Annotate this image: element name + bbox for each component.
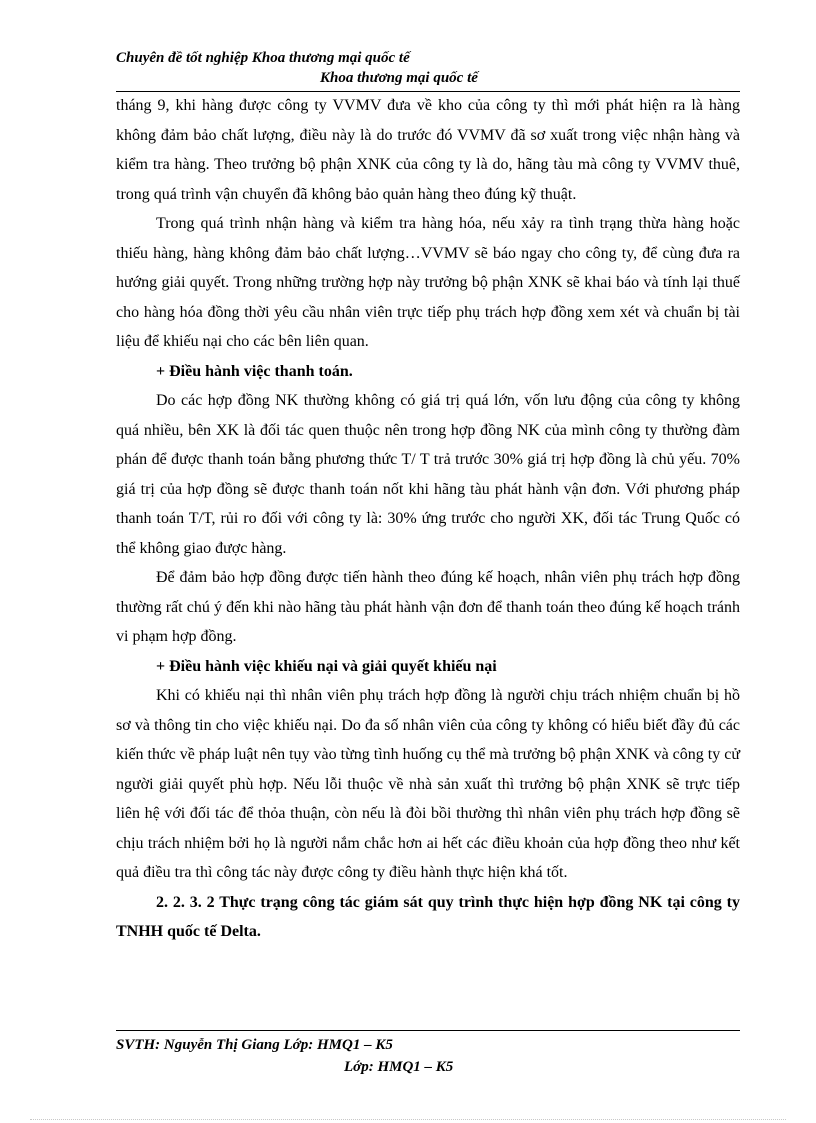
- document-body: [116, 91, 740, 947]
- page-footer: [116, 1034, 740, 1078]
- heading-claims: + Điều hành việc khiếu nại và giải quyết khiếu nại: [156, 657, 497, 675]
- page-edge-divider: [30, 1119, 786, 1120]
- paragraph-continued: tháng 9, khi hàng được công ty VVMV đưa về kho của công ty thì mới phát hiện ra là hàng không đảm bảo chất lượng, điều này là do trước đó VVMV đã sơ xuất trong việc nhận hàng và kiểm tra hàng. Theo trưởng bộ phận XNK của công ty là do, hãng tàu mà công ty VVMV thuê, trong quá trình vận chuyển đã không bảo quản hàng theo đúng kỹ thuật.: [116, 97, 740, 203]
- footer-divider: [116, 1030, 740, 1031]
- footer-class: Lớp: HMQ1 – K5: [344, 1059, 454, 1075]
- section-heading: 2. 2. 3. 2 Thực trạng công tác giám sát quy trình thực hiện hợp đồng NK tại công ty TNHH quốc tế Delta.: [116, 893, 740, 940]
- footer-student: SVTH: Nguyễn Thị Giang Lớp: HMQ1 – K5: [116, 1037, 393, 1053]
- paragraph-payment-plan: Để đảm bảo hợp đồng được tiến hành theo đúng kế hoạch, nhân viên phụ trách hợp đồng thường rất chú ý đến khi nào hãng tàu phát hành vận đơn để thanh toán theo đúng kế hoạch tránh vi phạm hợp đồng.: [116, 569, 740, 645]
- header-subtitle: Khoa thương mại quốc tế: [320, 70, 478, 86]
- paragraph-payment: Do các hợp đồng NK thường không có giá trị quá lớn, vốn lưu động của công ty không quá nhiều, bên XK là đối tác quen thuộc nên trong hợp đồng NK của mình công ty thường đàm phán để được thanh toán bằng phương thức T/ T trả trước 30% giá trị hợp đồng là chủ yếu. 70% giá trị của hợp đồng sẽ được thanh toán nốt khi hãng tàu phát hành vận đơn. Với phương pháp thanh toán T/T, rủi ro đối với công ty là: 30% ứng trước cho người XK, đối tác Trung Quốc có thể không giao được hàng.: [116, 392, 740, 557]
- paragraph-claims: Khi có khiếu nại thì nhân viên phụ trách hợp đồng là người chịu trách nhiệm chuẩn bị hồ sơ và thông tin cho việc khiếu nại. Do đa số nhân viên của công ty không có hiểu biết đầy đủ các kiến thức về pháp luật nên tụy vào từng tình huống cụ thể mà trưởng bộ phận XNK và công ty cử người giải quyết phù hợp. Nếu lỗi thuộc về nhà sản xuất thì trưởng bộ phận XNK sẽ trực tiếp liên hệ với đối tác để thỏa thuận, còn nếu là đòi bồi thường thì nhân viên phụ trách hợp đồng sẽ chịu trách nhiệm bởi họ là người nắm chắc hơn ai hết các điều khoản của hợp đồng theo như kết quả điều tra thì công tác này được công ty điều hành thực hiện khá tốt.: [116, 687, 740, 881]
- page-header: [116, 48, 740, 88]
- paragraph-receiving-goods: Trong quá trình nhận hàng và kiểm tra hàng hóa, nếu xảy ra tình trạng thừa hàng hoặc thiếu hàng, hàng không đảm bảo chất lượng…VVMV sẽ báo ngay cho công ty, để cùng đưa ra hướng giải quyết. Trong những trường hợp này trưởng bộ phận XNK sẽ khai báo và tính lại thuế cho hàng hóa đồng thời yêu cầu nhân viên trực tiếp phụ trách hợp đồng xem xét và chuẩn bị tài liệu để khiếu nại cho các bên liên quan.: [116, 215, 740, 350]
- heading-payment: + Điều hành việc thanh toán.: [156, 362, 353, 380]
- header-title: Chuyên đề tốt nghiệp Khoa thương mại quốc tế: [116, 50, 410, 66]
